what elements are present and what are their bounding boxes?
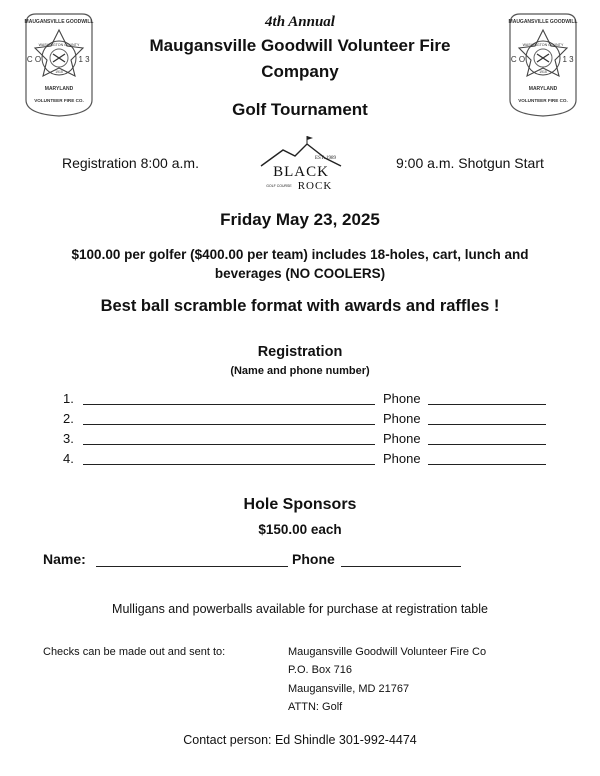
sponsor-name-line[interactable] bbox=[96, 566, 288, 567]
contact-person: Contact person: Ed Shindle 301-992-4474 bbox=[183, 733, 417, 747]
registration-name-line[interactable] bbox=[83, 404, 375, 405]
registration-row bbox=[63, 411, 553, 431]
seal-left-letters: C O bbox=[510, 55, 526, 64]
mailing-address-line: Maugansville, MD 21767 bbox=[288, 683, 410, 695]
seal-top-text: MAUGANSVILLE GOODWILL bbox=[24, 19, 94, 25]
registration-row-number: 2. bbox=[63, 411, 74, 426]
registration-row bbox=[63, 391, 553, 411]
seal-year-text: 1915 bbox=[55, 70, 63, 74]
registration-row-number: 1. bbox=[63, 391, 74, 406]
seal-state-text: MARYLAND bbox=[528, 86, 558, 92]
logo-est-text: EST. 1989 bbox=[315, 156, 337, 161]
seal-county-text: WASHINGTON COUNTY bbox=[522, 43, 564, 47]
seal-county-text: WASHINGTON COUNTY bbox=[38, 43, 80, 47]
registration-row-number: 3. bbox=[63, 431, 74, 446]
mailing-address-line: ATTN: Golf bbox=[288, 701, 343, 713]
sponsor-phone-line[interactable] bbox=[341, 566, 461, 567]
seal-left-letters: C O bbox=[26, 55, 42, 64]
seal-top-text: MAUGANSVILLE GOODWILL bbox=[508, 19, 578, 25]
logo-golf-text: GOLF COURSE bbox=[266, 184, 292, 188]
registration-title: Registration bbox=[257, 344, 343, 360]
registration-name-line[interactable] bbox=[83, 464, 375, 465]
registration-phone-line[interactable] bbox=[428, 464, 546, 465]
org-name-line1: Maugansville Goodwill Volunteer Fire bbox=[149, 36, 451, 55]
registration-phone-line[interactable] bbox=[428, 404, 546, 405]
registration-row-number: 4. bbox=[63, 451, 74, 466]
registration-phone-line[interactable] bbox=[428, 444, 546, 445]
seal-right-numbers: 1 3 bbox=[78, 55, 90, 64]
seal-state-text: MARYLAND bbox=[44, 86, 74, 92]
sponsor-name-label: Name: bbox=[43, 551, 86, 567]
sponsor-phone-label: Phone bbox=[292, 551, 335, 567]
checks-label: Checks can be made out and sent to: bbox=[43, 646, 226, 658]
shotgun-start-time: 9:00 a.m. Shotgun Start bbox=[396, 155, 544, 171]
registration-row bbox=[63, 431, 553, 451]
registration-row bbox=[63, 451, 553, 471]
seal-year-text: 1915 bbox=[539, 70, 547, 74]
annual-label: 4th Annual bbox=[265, 14, 335, 30]
logo-word-black: BLACK bbox=[273, 164, 329, 180]
registration-name-line[interactable] bbox=[83, 424, 375, 425]
mailing-address-line: Maugansville Goodwill Volunteer Fire Co bbox=[288, 646, 487, 658]
format-info: Best ball scramble format with awards and raffles ! bbox=[100, 297, 500, 315]
registration-phone-line[interactable] bbox=[428, 424, 546, 425]
hole-sponsors-title: Hole Sponsors bbox=[243, 496, 357, 513]
mulligans-note: Mulligans and powerballs available for purchase at registration table bbox=[112, 602, 488, 616]
registration-phone-label: Phone bbox=[383, 411, 421, 426]
registration-name-line[interactable] bbox=[83, 444, 375, 445]
seal-right-numbers: 1 3 bbox=[562, 55, 574, 64]
registration-phone-label: Phone bbox=[383, 431, 421, 446]
event-date: Friday May 23, 2025 bbox=[220, 210, 380, 229]
seal-bottom-text: VOLUNTEER FIRE CO. bbox=[34, 98, 84, 103]
price-info: $100.00 per golfer ($400.00 per team) includes 18-holes, cart, lunch and beverages (NO COOLERS) bbox=[71, 247, 529, 281]
registration-phone-label: Phone bbox=[383, 451, 421, 466]
registration-phone-label: Phone bbox=[383, 391, 421, 406]
event-title: Golf Tournament bbox=[232, 100, 368, 119]
black-rock-golf-logo-icon bbox=[255, 136, 347, 194]
mailing-address-line: P.O. Box 716 bbox=[288, 664, 353, 676]
hole-sponsors-price: $150.00 each bbox=[258, 522, 342, 537]
org-name-line2: Company bbox=[261, 62, 339, 81]
registration-subtitle: (Name and phone number) bbox=[230, 365, 370, 377]
seal-bottom-text: VOLUNTEER FIRE CO. bbox=[518, 98, 568, 103]
logo-word-rock: ROCK bbox=[297, 180, 333, 192]
registration-time: Registration 8:00 a.m. bbox=[62, 155, 199, 171]
